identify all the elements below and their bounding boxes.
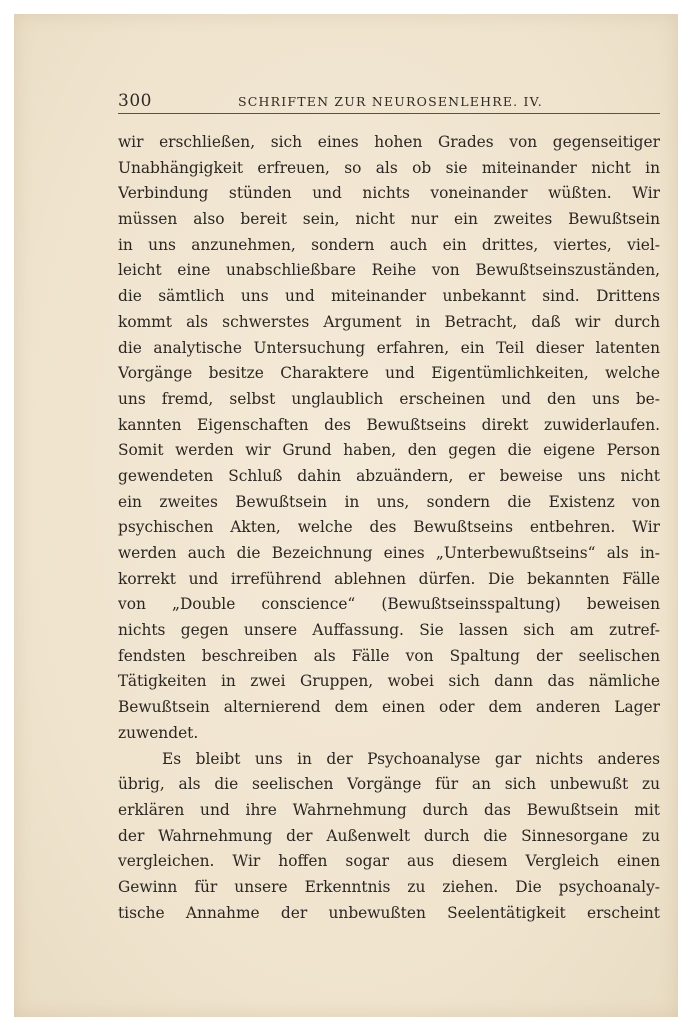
text-line: uns fremd, selbst unglaublich erscheinen und den uns be- — [118, 389, 660, 408]
text-line: ein zweites Bewußtsein in uns, sondern die Existenz von — [118, 492, 660, 511]
text-line: Gewinn für unsere Erkenntnis zu ziehen. Die psychoanaly- — [118, 877, 660, 896]
text-line: Somit werden wir Grund haben, den gegen die eigene Person — [118, 441, 660, 460]
text-line: psychischen Akten, welche des Bewußtseins entbehren. Wir — [118, 518, 660, 537]
text-line: in uns anzunehmen, sondern auch ein drittes, viertes, viel- — [118, 235, 660, 254]
paragraph-2 — [118, 747, 660, 927]
body-text — [118, 130, 660, 926]
text-line: kommt als schwerstes Argument in Betracht, daß wir durch — [118, 312, 660, 331]
text-line: der Wahrnehmung der Außenwelt durch die Sinnesorgane zu — [118, 826, 660, 845]
text-line: kannten Eigenschaften des Bewußtseins direkt zuwiderlaufen. — [118, 415, 660, 434]
running-head: SCHRIFTEN ZUR NEUROSENLEHRE. IV. — [238, 94, 543, 109]
text-line: gewendeten Schluß dahin abzuändern, er beweise uns nicht — [118, 466, 660, 485]
text-line: Bewußtsein alternierend dem einen oder dem anderen Lager — [118, 698, 660, 717]
text-line: fendsten beschreiben als Fälle von Spaltung der seelischen — [118, 646, 660, 665]
text-line: wir erschließen, sich eines hohen Grades von gegenseitiger — [118, 133, 660, 151]
text-line: korrekt und irreführend ablehnen dürfen. Die bekannten Fälle — [118, 569, 660, 588]
text-line: die analytische Untersuchung erfahren, ein Teil dieser latenten — [118, 338, 660, 357]
text-line: von „Double conscience“ (Bewußtseinsspaltung) beweisen — [118, 595, 660, 614]
text-line: Vorgänge besitze Charaktere und Eigentümlichkeiten, welche — [118, 364, 660, 383]
text-line: vergleichen. Wir hoffen sogar aus diesem Vergleich einen — [118, 852, 660, 871]
text-line: Verbindung stünden und nichts voneinander wüßten. Wir — [118, 184, 660, 203]
page-header — [118, 91, 660, 114]
paragraph-1 — [118, 130, 660, 747]
text-line: Tätigkeiten in zwei Gruppen, wobei sich dann das nämliche — [118, 672, 660, 691]
text-line: erklären und ihre Wahrnehmung durch das Bewußtsein mit — [118, 800, 660, 819]
text-line: übrig, als die seelischen Vorgänge für an sich unbewußt zu — [118, 775, 660, 794]
text-line: leicht eine unabschließbare Reihe von Bewußtseinszuständen, — [118, 261, 660, 280]
text-line: werden auch die Bezeichnung eines „Unterbewußtseins“ als in- — [118, 544, 660, 562]
text-line: tische Annahme der unbewußten Seelentätigkeit erscheint — [118, 903, 660, 922]
text-line: zuwendet. — [118, 723, 199, 742]
text-line: Unabhängigkeit erfreuen, so als ob sie miteinander nicht in — [118, 158, 660, 177]
text-line: die sämtlich uns und miteinander unbekannt sind. Drittens — [118, 287, 660, 306]
text-line: müssen also bereit sein, nicht nur ein zweites Bewußtsein — [118, 210, 660, 229]
page-number: 300 — [118, 91, 152, 111]
text-line: Es bleibt uns in der Psychoanalyse gar nichts anderes — [162, 749, 660, 768]
text-line: nichts gegen unsere Auffassung. Sie lassen sich am zutref- — [118, 621, 660, 640]
